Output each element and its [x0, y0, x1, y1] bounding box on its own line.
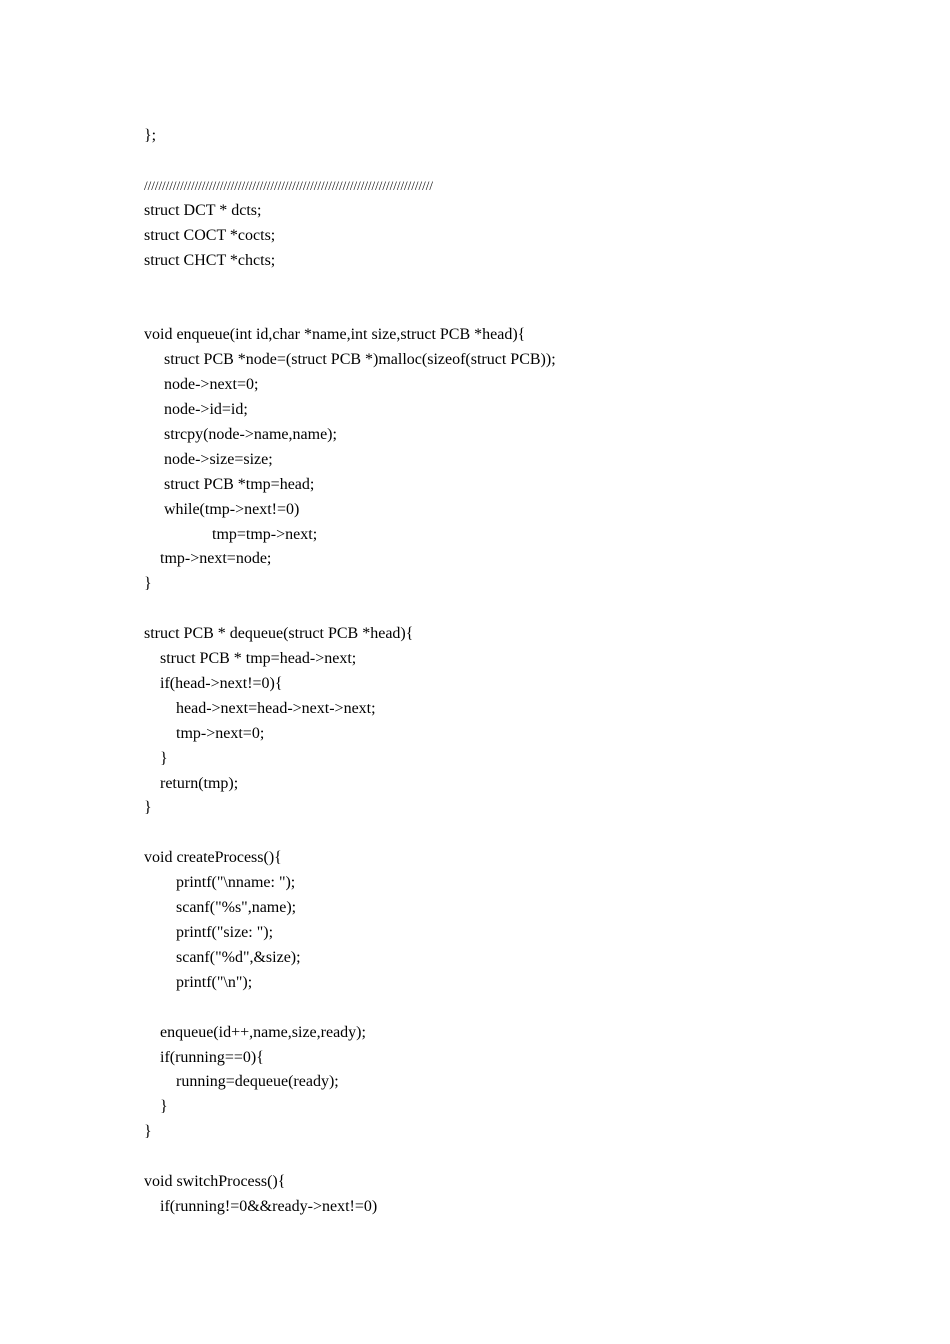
- code-line: scanf("%d",&size);: [144, 948, 301, 966]
- code-line: [144, 821, 904, 846]
- code-line: tmp->next=node;: [144, 550, 272, 568]
- code-line: struct PCB *node=(struct PCB *)malloc(sizeof(struct PCB));: [144, 351, 556, 369]
- code-line: if(running!=0&&ready->next!=0): [144, 1197, 378, 1215]
- code-line: }: [144, 575, 152, 593]
- code-line: node->id=id;: [144, 400, 248, 418]
- code-line: if(running==0){: [144, 1048, 264, 1066]
- code-line: void createProcess(){: [144, 849, 282, 867]
- code-line: return(tmp);: [144, 774, 239, 792]
- code-line: strcpy(node->name,name);: [144, 425, 337, 443]
- code-line: while(tmp->next!=0): [144, 500, 300, 518]
- code-line: struct CHCT *chcts;: [144, 251, 276, 269]
- code-line: running=dequeue(ready);: [144, 1073, 339, 1091]
- code-line: if(head->next!=0){: [144, 674, 283, 692]
- code-line: [144, 298, 904, 323]
- code-line: }: [144, 749, 168, 767]
- code-line: }: [144, 1098, 168, 1116]
- code-line: tmp=tmp->next;: [144, 525, 318, 543]
- code-line: ////////////////////////////////////////////////////////////////////////////////: [144, 177, 433, 193]
- code-line: struct DCT * dcts;: [144, 201, 262, 219]
- code-line: [144, 996, 904, 1021]
- code-line: enqueue(id++,name,size,ready);: [144, 1023, 366, 1041]
- code-line: void enqueue(int id,char *name,int size,struct PCB *head){: [144, 326, 526, 344]
- code-line: }: [144, 799, 152, 817]
- code-line: struct PCB * tmp=head->next;: [144, 650, 357, 668]
- code-line: void switchProcess(){: [144, 1173, 286, 1191]
- code-line: head->next=head->next->next;: [144, 699, 376, 717]
- code-line: printf("\n");: [144, 973, 253, 991]
- code-line: printf("\nname: ");: [144, 874, 296, 892]
- code-line: printf("size: ");: [144, 924, 274, 941]
- code-line: }: [144, 1123, 152, 1141]
- code-line: };: [144, 127, 157, 144]
- code-line: node->next=0;: [144, 376, 259, 394]
- code-line: [144, 149, 904, 174]
- code-line: struct PCB *tmp=head;: [144, 475, 315, 493]
- code-line: struct PCB * dequeue(struct PCB *head){: [144, 625, 414, 643]
- code-line: tmp->next=0;: [144, 724, 265, 742]
- code-line: node->size=size;: [144, 450, 273, 468]
- code-line: scanf("%s",name);: [144, 899, 297, 917]
- code-line: [144, 273, 904, 298]
- code-line: struct COCT *cocts;: [144, 226, 276, 244]
- code-listing: [144, 124, 904, 1220]
- code-line: [144, 1145, 904, 1170]
- code-line: [144, 597, 904, 622]
